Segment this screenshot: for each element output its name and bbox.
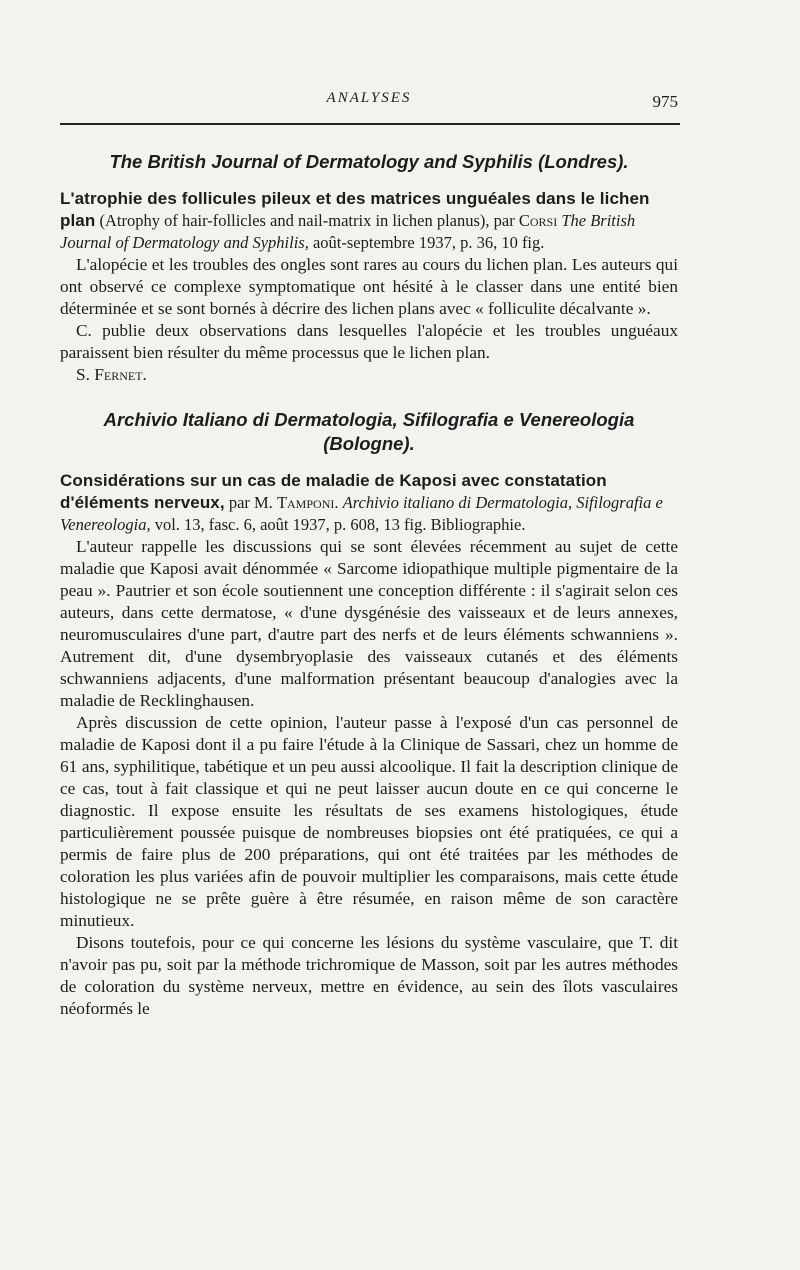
reference-intro: par M. (228, 493, 273, 512)
review-archivio-italiano (60, 408, 678, 1020)
reference-intro: (Atrophy of hair-follicles and nail-matrix in lichen planus), par (99, 211, 515, 230)
author-name: Tamponi. (276, 493, 339, 512)
body-paragraph: C. publie deux observations dans lesquelles l'alopécie et les troubles unguéaux paraissent bien résulter du même processus que le lichen plan. (60, 321, 678, 362)
signature-text: S. Fernet. (76, 365, 147, 384)
body-paragraph: L'auteur rappelle les discussions qui se sont élevées récemment au sujet de cette maladie que Kaposi avait dénommée « Sarcome idiopathique multiple pigmentaire de la peau ». Pautrier et son école soutiennent une conception différente : il s'agirait selon ces auteurs, dans cette dermatose, « d'une dysgénésie des vaisseaux et de leurs annexes, neuromusculaires d'une part, d'autre part des nerfs et de leurs éléments schwanniens ». Autrement dit, d'une dysembryoplasie des vaisseaux cutanés et des éléments schwanniens adjacents, d'une malformation présentant beaucoup d'analogies avec la maladie de Recklinghausen. (60, 537, 678, 710)
header-rule (60, 123, 680, 125)
reviewer-signature (60, 364, 678, 386)
article-title: L'atrophie des follicules pileux et des matrices unguéales dans le lichen plan (60, 189, 650, 230)
citation-details: août-septembre 1937, p. 36, 10 fig. (312, 233, 545, 252)
article-title: Considérations sur un cas de maladie de Kaposi avec constatation d'éléments nerveux, (60, 471, 607, 512)
article-reference (60, 188, 678, 254)
review-british-journal (60, 150, 678, 386)
page-header (60, 90, 678, 114)
page-content (60, 150, 678, 1020)
body-paragraph: Après discussion de cette opinion, l'auteur passe à l'exposé d'un cas personnel de maladie de Kaposi dont il a pu faire l'étude à la Clinique de Sassari, chez un homme de 61 ans, syphilitique, tabétique et un peu aussi alcoolique. Il fait la description clinique de ce cas, tout à fait classique et qui ne peut laisser aucun doute en ce qui concerne le diagnostic. Il expose ensuite les résultats de ses examens histologiques, étude particulièrement poussée puisque de nombreuses biopsies ont été pratiquées, ce qui a permis de faire plus de 200 préparations, qui ont été traitées par les méthodes de coloration les plus variées afin de pouvoir multiplier les comparaisons, mais cette étude histologique ne se prête guère à être résumée, en raison même de son caractère minutieux. (60, 713, 678, 930)
author-name: Corsi (518, 211, 558, 230)
running-title: ANALYSES (326, 90, 412, 106)
journal-title: Archivio Italiano di Dermatologia, Sifilografia e Venereologia (Bologne). (103, 409, 635, 454)
citation-details: vol. 13, fasc. 6, août 1937, p. 608, 13 fig. Bibliographie. (154, 515, 526, 534)
journal-title: The British Journal of Dermatology and Syphilis (Londres). (109, 151, 629, 172)
page-number: 975 (652, 92, 678, 111)
body-paragraph: Disons toutefois, pour ce qui concerne les lésions du système vasculaire, que T. dit n'avoir pas pu, soit par la méthode trichromique de Masson, soit par les autres méthodes de coloration du système nerveux, mettre en évidence, au sein des îlots vasculaires néoformés le (60, 933, 678, 1018)
body-paragraph: L'alopécie et les troubles des ongles sont rares au cours du lichen plan. Les auteurs qui ont observé ce complexe symptomatique ont hésité à le classer dans une entité bien déterminée et se sont bornés à décrire des lichen plans avec « folliculite décalvante ». (60, 255, 678, 318)
source-journal: The British Journal of Dermatology and Syphilis, (60, 211, 636, 252)
source-journal: Archivio italiano di Dermatologia, Sifilografia e Venereologia, (60, 493, 663, 534)
article-reference (60, 470, 678, 536)
